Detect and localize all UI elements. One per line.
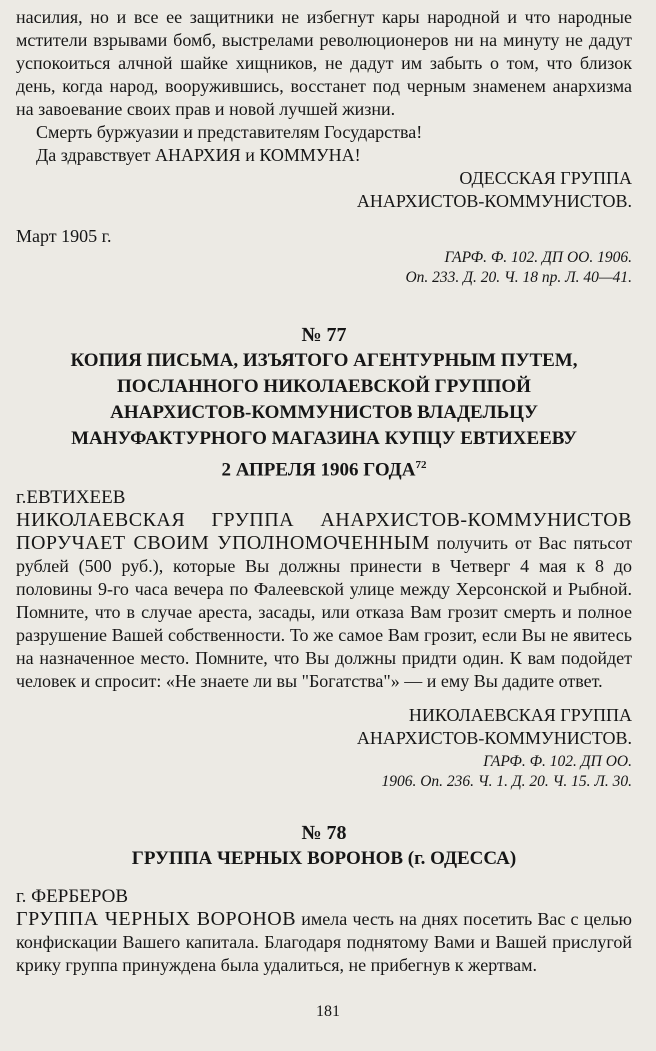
doc77-title-line-last	[16, 452, 632, 483]
doc76-slogan-2: Да здравствует АНАРХИЯ и КОММУНА!	[36, 145, 361, 165]
doc77-title-line: КОПИЯ ПИСЬМА, ИЗЪЯТОГО АГЕНТУРНЫМ ПУТЕМ,	[70, 350, 578, 371]
doc78-title: ГРУППА ЧЕРНЫХ ВОРОНОВ (г. ОДЕССА)	[131, 848, 517, 869]
doc77-letter-lead: НИКОЛАЕВСКАЯ ГРУППА АНАРХИСТОВ-КОММУНИСТОВ ПОРУЧАЕТ СВОИМ УПОЛНОМОЧЕННЫМ	[16, 509, 632, 554]
doc76-intro-paragraph: насилия, но и все ее защитники не избегнут кары народной и что народные мстители взрывами бомб, выстрелами революционеров ни на минуту не дадут успокоиться алчной шайке хищников, не дадут им забыть о том, что близок день, когда народ, вооружившись, восстанет под черным знаменем анархизма на завоевание своих прав и новой лучшей жизни.	[16, 7, 632, 119]
doc77-title-line: АНАРХИСТОВ-КОММУНИСТОВ ВЛАДЕЛЬЦУ	[110, 402, 538, 423]
doc76-signature-line-2: АНАРХИСТОВ-КОММУНИСТОВ.	[356, 191, 632, 211]
doc76-citation-line-2: Оп. 233. Д. 20. Ч. 18 пр. Л. 40—41.	[405, 269, 632, 286]
doc77-title	[16, 348, 632, 483]
doc77-title-date: 2 АПРЕЛЯ 1906 ГОДА	[221, 459, 416, 481]
footnote-marker: 72	[415, 459, 427, 471]
doc78-number: № 78	[301, 822, 347, 844]
doc77-letter-body	[16, 509, 632, 693]
doc77-citation-line-1: ГАРФ. Ф. 102. ДП ОО.	[483, 753, 632, 770]
doc76-date: Март 1905 г.	[16, 226, 112, 246]
doc77-addressee: г.ЕВТИХЕЕВ	[16, 487, 126, 508]
doc78-addressee: г. ФЕРБЕРОВ	[16, 886, 129, 907]
doc78-letter-body	[16, 908, 632, 977]
page-number: 181	[316, 1003, 340, 1020]
doc77-signature-line-1: НИКОЛАЕВСКАЯ ГРУППА	[408, 705, 632, 725]
doc77-title-line: МАНУФАКТУРНОГО МАГАЗИНА КУПЦУ ЕВТИХЕЕВУ	[71, 428, 577, 449]
doc77-citation-line-2: 1906. Оп. 236. Ч. 1. Д. 20. Ч. 15. Л. 30.	[381, 773, 632, 790]
doc77-number: № 77	[301, 324, 347, 346]
doc76-slogan-1: Смерть буржуазии и представителям Государства!	[36, 122, 423, 142]
doc76-signature-line-1: ОДЕССКАЯ ГРУППА	[459, 168, 632, 188]
doc76-citation-line-1: ГАРФ. Ф. 102. ДП ОО. 1906.	[444, 249, 632, 266]
doc77-title-line: ПОСЛАННОГО НИКОЛАЕВСКОЙ ГРУППОЙ	[117, 376, 531, 397]
doc77-letter-text: получить от Вас пятьсот рублей (500 руб.), которые Вы должны принести в Четверг 4 мая к 8 до половины 9-го часа вечера по Фалеевской улице между Херсонской и Рыбной. Помните, что в случае ареста, засады, или отказа Вам грозит смерть и полное разрушение Вашей собственности. То же самое Вам грозит, если Вы не явитесь на назначенное место. Помните, что Вы должны придти один. К вам подойдет человек и спросит: «Не знаете ли вы "Богатства"» — и ему Вы дадите ответ.	[16, 533, 633, 691]
doc77-signature-line-2: АНАРХИСТОВ-КОММУНИСТОВ.	[356, 728, 632, 748]
doc78-letter-lead: ГРУППА ЧЕРНЫХ ВОРОНОВ	[16, 908, 297, 930]
doc78-letter-text: имела честь на днях посетить Вас с целью конфискации Вашего капитала. Благодаря поднятому Вами и Вашей прислугой крику группа принуждена была удалиться, не прибегнув к жертвам.	[16, 909, 632, 975]
